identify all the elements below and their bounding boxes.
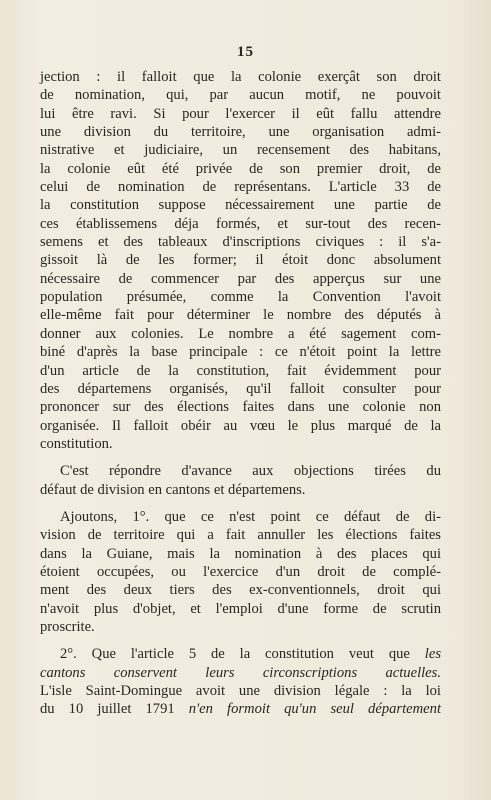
paragraph (40, 508, 441, 636)
text-line: constitution. (40, 435, 113, 452)
text-line: L'isle Saint-Domingue avoit une division légale : la loi (40, 683, 441, 699)
text-line: nécessaire de commencer par des apperçus sur une (40, 270, 441, 287)
text-line: biné d'après la base principale : ce n'étoit point la lettre (40, 344, 441, 361)
paragraph (40, 462, 441, 499)
italic-span: les (424, 646, 441, 663)
text-line: celui de nomination de représentans. L'article 33 de (40, 179, 441, 196)
italic-span: cantons conservent leurs circonscriptions actuelles. (40, 664, 441, 681)
text-line: d'un article de la constitution, fait évidemment pour (40, 362, 441, 379)
text-line: elle-même fait pour déterminer le nombre des députés à (40, 307, 441, 324)
text-line: des départemens organisés, qu'il falloit consulter pour (40, 380, 441, 397)
text-line: C'est répondre d'avance aux objections tirées du (60, 463, 441, 480)
text-line: la colonie eût été privée de son premier droit, de (40, 160, 441, 177)
text-line: donner aux colonies. Le nombre a été sagement com- (40, 325, 441, 342)
text-line: lui être ravi. Si pour l'exercer il eût fallu attendre (40, 105, 441, 122)
text-line: organisée. Il falloit obéir au vœu le plus marqué de la (40, 417, 441, 434)
text-span: du 10 juillet 1791 (40, 701, 175, 718)
text-line: une division du territoire, une organisation admi- (40, 124, 441, 141)
text-line: Ajoutons, 1°. que ce n'est point ce défaut de di- (60, 508, 441, 525)
text-line: étoient occupées, ou l'exercice d'un droit de complé- (40, 563, 441, 580)
text-line: population présumée, comme la Convention l'avoit (40, 289, 441, 306)
text-line: la constitution suppose nécessairement une partie de (40, 197, 441, 214)
text-line: ces établissemens déja formés, et sur-tout des recen- (40, 215, 441, 232)
text-line: semens et des tableaux d'inscriptions civiques : il s'a- (40, 234, 441, 251)
paragraph (40, 645, 441, 718)
text-line: nistrative et judiciaire, un recensement des habitans, (40, 142, 441, 159)
text-line: ment des deux tiers des ex-conventionnels, droit qui (40, 582, 441, 599)
text-line (40, 664, 441, 682)
text-line: dans la Guiane, mais la nomination à des places qui (40, 545, 441, 562)
paragraph (40, 68, 441, 453)
italic-span: n'en formoit qu'un seul département (188, 701, 441, 718)
text-line: vision de territoire qui a fait annuller les élections faites (40, 527, 441, 544)
page-number: 15 (237, 44, 254, 60)
text-line (40, 700, 441, 718)
text-line: jection : il falloit que la colonie exerçât son droit (40, 69, 441, 85)
text-line: de nomination, qui, par aucun motif, ne pouvoit (40, 87, 441, 104)
text-line: défaut de division en cantons et départemens. (40, 481, 306, 498)
text-line: n'avoit plus d'objet, et l'emploi d'une forme de scrutin (40, 600, 441, 617)
text-line (40, 645, 441, 663)
text-span: 2°. Que l'article 5 de la constitution veut que (60, 646, 410, 663)
text-line: gissoit là de les former; il étoit donc absolument (40, 252, 441, 269)
body-text (40, 68, 441, 719)
text-line: prononcer sur des élections faites dans une colonie non (40, 399, 441, 416)
text-line: proscrite. (40, 618, 95, 635)
